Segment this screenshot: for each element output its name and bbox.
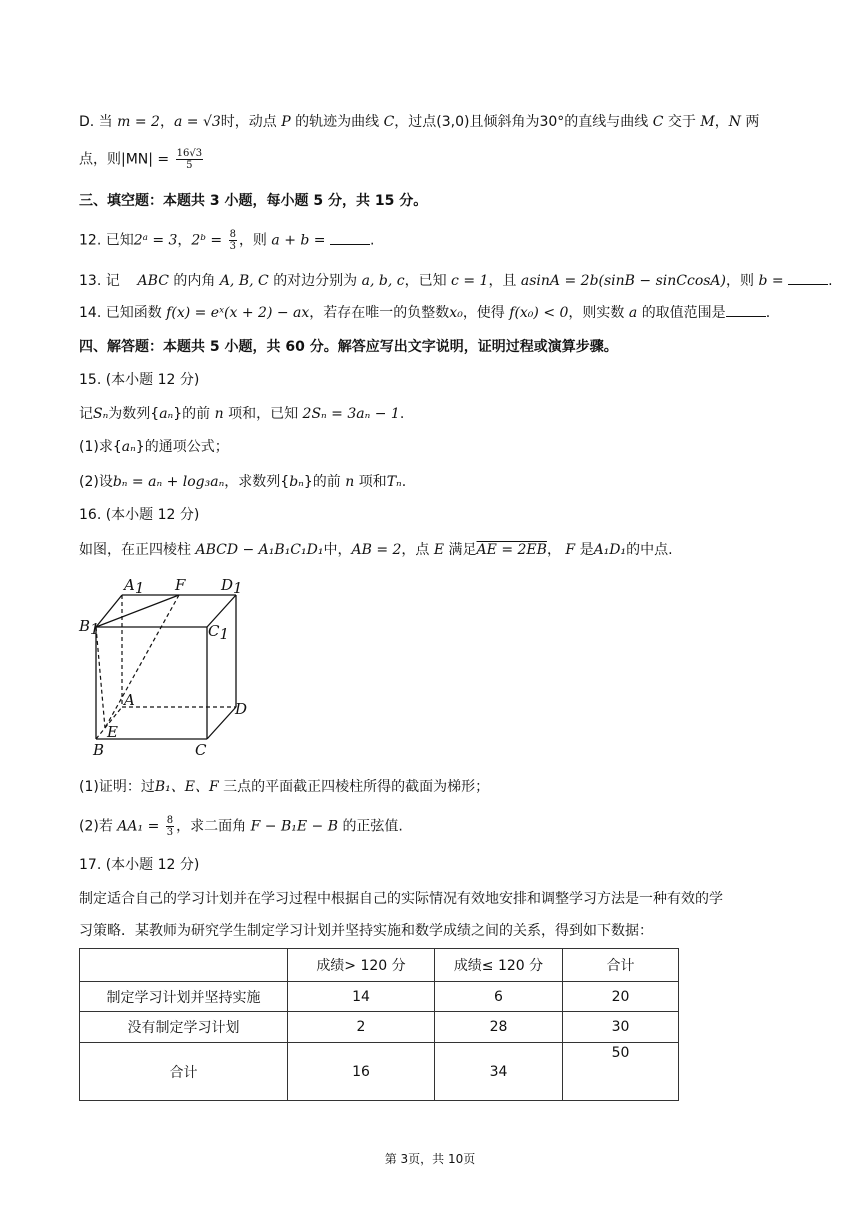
math: c = 1: [451, 273, 489, 289]
text: 点，则|MN| =: [79, 151, 170, 168]
frac-den: 3: [166, 827, 174, 838]
table-row: [80, 1043, 679, 1101]
question-15-title: 15. (本小题 12 分): [79, 372, 200, 388]
math: asinA = 2b(sinB − sinCcosA): [520, 273, 727, 289]
text: }的前: [303, 474, 341, 490]
label-c1: C1: [208, 622, 230, 643]
text: 项和，已知: [228, 406, 299, 422]
math: 2ᵇ =: [191, 232, 223, 249]
text: 的取值范围是: [641, 305, 726, 321]
math: AA₁ =: [117, 818, 160, 835]
frac-den: 3: [229, 241, 236, 252]
q-number: 13. 记: [79, 273, 120, 289]
text: 交于: [667, 114, 696, 130]
table-cell: 6: [435, 982, 563, 1012]
contingency-table: [79, 948, 679, 1101]
table-cell: 20: [563, 982, 679, 1012]
text: 两: [745, 114, 760, 130]
math: Tₙ: [386, 474, 402, 490]
question-17-title: 17. (本小题 12 分): [79, 857, 200, 873]
table-header-cell: 成绩≤ 120 分: [435, 949, 563, 982]
table-cell: 34: [435, 1043, 563, 1101]
text: .: [369, 232, 375, 249]
math: A₁D₁: [593, 542, 627, 558]
math: b =: [758, 273, 784, 289]
text: 项和: [358, 474, 387, 490]
question-15-stem: [79, 404, 404, 424]
table-cell: 30: [563, 1012, 679, 1043]
question-16-part1: [79, 777, 489, 797]
math: ABC: [137, 273, 169, 289]
text: ，: [177, 232, 192, 249]
label-d: D: [235, 700, 248, 718]
question-13: [79, 270, 833, 291]
table-cell: 没有制定学习计划: [80, 1012, 288, 1043]
text: 为数列{: [108, 406, 160, 422]
math: Sₙ: [93, 406, 109, 422]
text: 的对边分别为: [273, 273, 358, 289]
vector-eq: AE = 2EB: [476, 542, 547, 558]
table-row: [80, 1012, 679, 1043]
table-cell: 2: [288, 1012, 435, 1043]
text: .: [401, 474, 407, 490]
text: 如图，在正四棱柱: [79, 542, 191, 558]
table-header-cell: 成绩> 120 分: [288, 949, 435, 982]
text: .: [828, 273, 833, 289]
question-16-stem: [79, 540, 673, 560]
page-footer: 第 3页，共 10页: [384, 1152, 476, 1166]
text: ，则: [726, 273, 755, 289]
prism-figure: [74, 572, 264, 762]
math-m: m = 2: [117, 114, 160, 130]
answer-blank[interactable]: [330, 230, 370, 245]
label-d1: D1: [221, 576, 243, 597]
label-f: F: [175, 576, 186, 594]
table-cell: 制定学习计划并坚持实施: [80, 982, 288, 1012]
text: ，则: [238, 232, 267, 249]
text: 中，: [323, 542, 352, 558]
text: 的轨迹为曲线: [295, 114, 380, 130]
math: a: [628, 305, 638, 321]
text: 的正弦值.: [342, 818, 403, 835]
question-14: [79, 302, 770, 323]
math: x₀: [449, 305, 463, 321]
table-row: [80, 982, 679, 1012]
answer-blank[interactable]: [726, 302, 766, 317]
frac-num: 16√3: [176, 148, 203, 159]
question-16-title: 16. (本小题 12 分): [79, 507, 200, 523]
math: F: [565, 542, 576, 558]
option-d-label: D. 当: [79, 114, 113, 130]
math: f(x₀) < 0: [509, 305, 569, 321]
frac-num: 8: [229, 229, 236, 240]
text: ，则实数: [568, 305, 625, 321]
question-17-para2: 习策略．某教师为研究学生制定学习计划并坚持实施和数学成绩之间的关系，得到如下数据：: [79, 923, 653, 939]
math-c: C: [652, 114, 664, 130]
text: ，过点(3,0)且倾斜角为30°的直线与曲线: [394, 114, 649, 130]
math: n: [345, 474, 355, 490]
fraction: [229, 229, 237, 252]
fraction: [176, 148, 203, 171]
math: F − B₁E − B: [250, 818, 338, 835]
math-m-point: M: [700, 114, 715, 130]
math-p: P: [281, 114, 291, 130]
question-12: [79, 229, 374, 252]
text: ，已知: [404, 273, 447, 289]
math: a, b, c: [361, 273, 405, 289]
math: A, B, C: [219, 273, 269, 289]
text: ，求二面角: [176, 818, 247, 835]
text: 时，动点: [220, 114, 277, 130]
fraction: [166, 815, 174, 838]
edge-cd: [207, 707, 236, 739]
label-a: A: [124, 691, 135, 709]
math: n: [214, 406, 224, 422]
question-16-part2: [79, 815, 403, 838]
table-cell: 14: [288, 982, 435, 1012]
frac-num: 8: [166, 815, 174, 826]
text: ，使得: [462, 305, 505, 321]
label-e: E: [107, 723, 118, 741]
text: 三点的平面截正四棱柱所得的截面为梯形；: [223, 779, 490, 795]
table-header-cell: 合计: [563, 949, 679, 982]
label-b: B: [93, 741, 105, 759]
section-3-heading: 三、填空题：本题共 3 小题，每小题 5 分，共 15 分。: [79, 193, 428, 209]
math: B₁、E、F: [154, 779, 219, 795]
table-header-row: [80, 949, 679, 982]
table-cell: 合计: [80, 1043, 288, 1101]
math: E: [433, 542, 445, 558]
label-a1: A1: [124, 576, 145, 597]
text: 满足: [448, 542, 477, 558]
frac-den: 5: [186, 160, 193, 171]
q-number: 12. 已知: [79, 232, 134, 249]
math: AB = 2: [351, 542, 402, 558]
text: }的前: [173, 406, 211, 422]
math: 2Sₙ = 3aₙ − 1: [302, 406, 400, 422]
text: (1)证明：过: [79, 779, 155, 795]
text: 记: [79, 406, 93, 422]
text: ，若存在唯一的负整数: [309, 305, 450, 321]
math: bₙ = aₙ + log₃aₙ: [112, 474, 225, 490]
math: a + b =: [271, 232, 326, 249]
text: .: [399, 406, 405, 422]
text: 的中点.: [626, 542, 673, 558]
text: ，: [546, 542, 561, 558]
question-15-part1: [79, 437, 229, 457]
question-17-para1: 制定适合自己的学习计划并在学习过程中根据自己的实际情况有效地安排和调整学习方法是一种有效的学: [79, 891, 723, 907]
math: aₙ: [159, 406, 174, 422]
table-cell: 28: [435, 1012, 563, 1043]
label-c: C: [195, 741, 207, 759]
text: 的内角: [173, 273, 216, 289]
math: f(x) = eˣ(x + 2) − ax: [166, 305, 310, 321]
text: .: [765, 305, 771, 321]
text: 是: [579, 542, 594, 558]
text: (1)求{: [79, 439, 122, 455]
math: ABCD − A₁B₁C₁D₁: [195, 542, 324, 558]
question-15-part2: [79, 472, 406, 492]
text: }的通项公式；: [135, 439, 229, 455]
option-d-line1: D. 当 m = 2，a = √3时，动点 P 的轨迹为曲线 C，过点(3,0)且倾斜角为30°的直线与曲线 C 交于 M，N 两: [79, 114, 760, 130]
math-c: C: [383, 114, 395, 130]
math: bₙ: [289, 474, 304, 490]
text: ，且: [488, 273, 517, 289]
text: ，点: [401, 542, 430, 558]
math: 2ᵃ = 3: [133, 232, 178, 249]
option-d-line2: [79, 148, 205, 171]
text: (2)设: [79, 474, 113, 490]
math-a: a = √3: [173, 114, 221, 130]
table-header-cell: [80, 949, 288, 982]
table-cell: 16: [288, 1043, 435, 1101]
table-cell: 50: [563, 1043, 679, 1101]
label-b1: B1: [79, 617, 100, 638]
math: aₙ: [121, 439, 136, 455]
text: ，求数列{: [224, 474, 290, 490]
segment-fe-hidden: [105, 595, 179, 728]
q-number: 14. 已知函数: [79, 305, 162, 321]
answer-blank[interactable]: [788, 270, 828, 285]
section-4-heading: 四、解答题：本题共 5 小题，共 60 分。解答应写出文字说明，证明过程或演算步骤。: [79, 339, 618, 355]
segment-b1e-hidden: [96, 627, 105, 728]
math-n-point: N: [728, 114, 741, 130]
text: (2)若: [79, 818, 113, 835]
